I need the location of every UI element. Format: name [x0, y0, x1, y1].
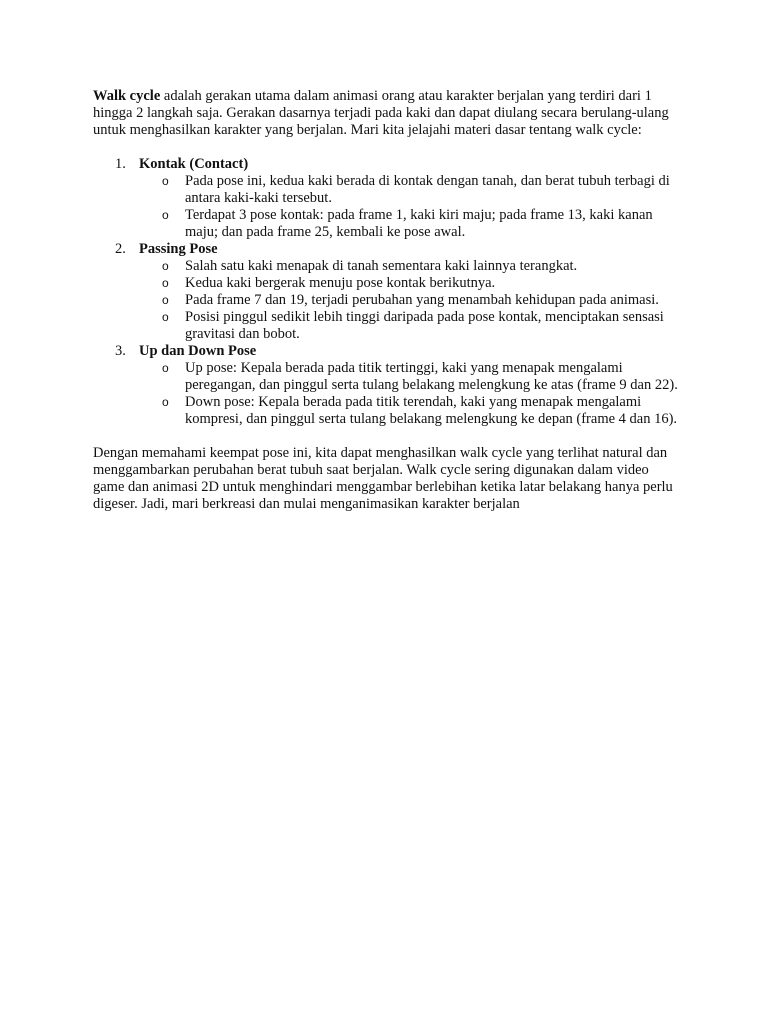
bullet-list — [139, 258, 683, 343]
bullet-text: Salah satu kaki menapak di tanah sementara kaki lainnya terangkat. — [185, 258, 578, 274]
bullet-marker: o — [162, 259, 169, 273]
bullet-text: Pada frame 7 dan 19, terjadi perubahan yang menambah kehidupan pada animasi. — [185, 292, 659, 308]
section-title: Passing Pose — [139, 241, 218, 257]
bullet-item — [139, 292, 683, 309]
bullet-marker: o — [162, 310, 169, 324]
section-number: 1. — [115, 156, 126, 172]
bullet-item — [139, 394, 683, 428]
intro-text: adalah gerakan utama dalam animasi orang atau karakter berjalan yang terdiri dari 1 hingga 2 langkah saja. Gerakan dasarnya terjadi pada kaki dan dapat diulang secara berulang-ulang untuk menghasilkan karakter yang berjalan. Mari kita jelajahi materi dasar tentang walk cycle: — [93, 88, 669, 138]
bullet-marker: o — [162, 293, 169, 307]
bullet-item — [139, 309, 683, 343]
section-number: 2. — [115, 241, 126, 257]
bullet-text: Down pose: Kepala berada pada titik terendah, kaki yang menapak mengalami kompresi, dan pinggul serta tulang belakang melengkung ke depan (frame 4 dan 16). — [185, 394, 678, 427]
bullet-marker: o — [162, 174, 169, 188]
intro-paragraph — [93, 88, 683, 139]
bullet-item — [139, 360, 683, 394]
bullet-text: Terdapat 3 pose kontak: pada frame 1, kaki kiri maju; pada frame 13, kaki kanan maju; dan pada frame 25, kembali ke pose awal. — [185, 207, 653, 240]
bullet-marker: o — [162, 361, 169, 375]
bullet-marker: o — [162, 395, 169, 409]
bullet-item — [139, 173, 683, 207]
bullet-item — [139, 275, 683, 292]
bullet-marker: o — [162, 276, 169, 290]
bullet-text: Pada pose ini, kedua kaki berada di kontak dengan tanah, dan berat tubuh terbagi di antara kaki-kaki tersebut. — [185, 173, 670, 206]
bullet-text: Posisi pinggul sedikit lebih tinggi daripada pada pose kontak, menciptakan sensasi gravitasi dan bobot. — [185, 309, 664, 342]
section-item — [93, 156, 683, 241]
section-title: Up dan Down Pose — [139, 343, 257, 359]
section-item — [93, 241, 683, 343]
conclusion-paragraph: Dengan memahami keempat pose ini, kita dapat menghasilkan walk cycle yang terlihat natural dan menggambarkan perubahan berat tubuh saat berjalan. Walk cycle sering digunakan dalam video game dan animasi 2D untuk menghindari menggambar berlebihan ketika latar belakang hanya perlu digeser. Jadi, mari berkreasi dan mulai menganimasikan karakter berjalan — [93, 445, 673, 512]
bullet-list — [139, 173, 683, 241]
bullet-text: Up pose: Kepala berada pada titik tertinggi, kaki yang menapak mengalami peregangan, dan pinggul serta tulang belakang melengkung ke atas (frame 9 dan 22). — [185, 360, 678, 393]
bullet-marker: o — [162, 208, 169, 222]
section-title: Kontak (Contact) — [139, 156, 249, 172]
bullet-list — [139, 360, 683, 428]
bullet-text: Kedua kaki bergerak menuju pose kontak berikutnya. — [185, 275, 496, 291]
section-list — [93, 156, 683, 428]
section-item — [93, 343, 683, 428]
bullet-item — [139, 258, 683, 275]
intro-term: Walk cycle — [93, 88, 161, 104]
section-number: 3. — [115, 343, 126, 359]
bullet-item — [139, 207, 683, 241]
document-page — [93, 88, 683, 513]
